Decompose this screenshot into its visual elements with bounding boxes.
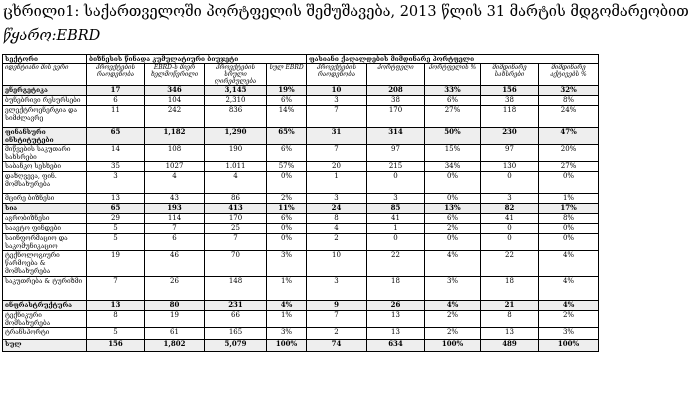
table-cell: 65 (87, 128, 145, 145)
table-cell: 130 (481, 162, 539, 172)
row-label: ტექნიკური მომსახურება (3, 311, 87, 328)
table-cell: 3% (267, 251, 307, 277)
table-cell: 1,182 (145, 128, 205, 145)
table-cell: 13 (367, 328, 425, 340)
table-cell: 230 (481, 128, 539, 145)
table-cell: 7 (307, 106, 367, 128)
table-cell: 3% (539, 328, 599, 340)
row-label: ინფრასტრუქტურა (3, 301, 87, 311)
table-cell: 31 (307, 128, 367, 145)
table-cell: 100% (267, 340, 307, 352)
table-cell: 10 (307, 251, 367, 277)
table-cell: 2,310 (205, 96, 267, 106)
table-cell: 208 (367, 86, 425, 96)
table-cell: 65% (267, 128, 307, 145)
table-row (3, 311, 599, 328)
table-cell: 8 (307, 214, 367, 224)
column-header-row (3, 64, 599, 86)
row-label: აგრობიზნესი (3, 214, 87, 224)
table-cell: 11% (267, 204, 307, 214)
table-cell: 65 (87, 204, 145, 214)
row-label: სია (3, 204, 87, 214)
table-cell: 6% (425, 214, 481, 224)
table-cell: 6% (425, 96, 481, 106)
table-cell: 15% (425, 145, 481, 162)
row-label: სულ (3, 340, 87, 352)
table-cell: 100% (539, 340, 599, 352)
table-cell: 2% (425, 311, 481, 328)
row-label: ტრანსპორტი (3, 328, 87, 340)
table-row (3, 106, 599, 128)
table-cell: 242 (145, 106, 205, 128)
table-body (3, 64, 599, 352)
table-cell: 3% (425, 277, 481, 301)
table-cell: 6 (145, 234, 205, 251)
table-cell: 215 (367, 162, 425, 172)
table-cell: 4% (425, 251, 481, 277)
table-cell: 3 (87, 172, 145, 194)
table-cell: 489 (481, 340, 539, 352)
table-cell: 3 (481, 194, 539, 204)
table-cell: 346 (145, 86, 205, 96)
column-header: პორტფელის % (425, 64, 481, 86)
table-cell: 4% (539, 251, 599, 277)
table-cell: 17 (87, 86, 145, 96)
column-header: პროექტების სრული ღირებულება (205, 64, 267, 86)
table-cell: 4 (205, 172, 267, 194)
table-cell: 46 (145, 251, 205, 277)
table-cell: 47% (539, 128, 599, 145)
column-header: პორტფელი (367, 64, 425, 86)
table-cell: 6 (87, 96, 145, 106)
table-cell: 5 (87, 328, 145, 340)
table-cell: 38 (481, 96, 539, 106)
table-cell: 20 (307, 162, 367, 172)
table-cell: 1,290 (205, 128, 267, 145)
table-cell: 7 (307, 145, 367, 162)
table-cell: 1% (267, 311, 307, 328)
table-cell: 4% (425, 301, 481, 311)
table-cell: 156 (481, 86, 539, 96)
table-cell: 6% (267, 145, 307, 162)
table-cell: 19 (87, 251, 145, 277)
row-label: ფინანსური ინსტიტუტები (3, 128, 87, 145)
table-row (3, 224, 599, 234)
table-cell: 24 (307, 204, 367, 214)
table-cell: 7 (205, 234, 267, 251)
table-cell: 74 (307, 340, 367, 352)
table-cell: 0% (425, 194, 481, 204)
table-cell: 3 (307, 96, 367, 106)
table-cell: 108 (145, 145, 205, 162)
row-label: საკუთრება & ტურიზმი (3, 277, 87, 301)
table-cell: 20% (539, 145, 599, 162)
table-cell: 2% (539, 311, 599, 328)
table-cell: 29 (87, 214, 145, 224)
table-cell: 19 (145, 311, 205, 328)
table-cell: 97 (367, 145, 425, 162)
table-cell: 34% (425, 162, 481, 172)
table-row (3, 301, 599, 311)
table-row (3, 328, 599, 340)
table-cell: 22 (367, 251, 425, 277)
table-cell: 80 (145, 301, 205, 311)
table-cell: 41 (367, 214, 425, 224)
table-row (3, 162, 599, 172)
table-cell: 26 (367, 301, 425, 311)
column-header: სულ EBRD (267, 64, 307, 86)
table-cell: 1027 (145, 162, 205, 172)
table-cell: 2% (425, 224, 481, 234)
table-cell: 170 (367, 106, 425, 128)
table-cell: 21 (481, 301, 539, 311)
table-cell: 413 (205, 204, 267, 214)
table-row (3, 204, 599, 214)
table-cell: 0 (481, 224, 539, 234)
table-cell: 13 (87, 194, 145, 204)
table-cell: 1 (367, 224, 425, 234)
table-cell: 100% (425, 340, 481, 352)
table-cell: 19% (267, 86, 307, 96)
table-cell: 0% (267, 224, 307, 234)
table-cell: 8% (539, 96, 599, 106)
row-label: საინფორმაციო და საკომუნიკაციო (3, 234, 87, 251)
table-cell: 86 (205, 194, 267, 204)
table-cell: 18 (481, 277, 539, 301)
table-cell: 0% (539, 172, 599, 194)
table-cell: 3% (267, 328, 307, 340)
table-cell: 314 (367, 128, 425, 145)
table-cell: 170 (205, 214, 267, 224)
source-note: წყარო:EBRD (3, 28, 101, 44)
table-cell: 35 (87, 162, 145, 172)
group-header-row (3, 55, 599, 64)
column-header: პროექტების რაოდენობა (307, 64, 367, 86)
table-cell: 8 (87, 311, 145, 328)
table-cell: 4 (307, 224, 367, 234)
left-group-header: ბიზნესის წინადა კუმულატიური ბიუჯეტი (87, 55, 307, 64)
table-cell: 4% (539, 301, 599, 311)
table-cell: 634 (367, 340, 425, 352)
table-row (3, 145, 599, 162)
table-cell: 836 (205, 106, 267, 128)
table-row (3, 86, 599, 96)
table-cell: 22 (481, 251, 539, 277)
table-cell: 3,145 (205, 86, 267, 96)
table-cell: 2% (425, 328, 481, 340)
table-cell: 0 (367, 234, 425, 251)
table-cell: 43 (145, 194, 205, 204)
table-cell: 2% (267, 194, 307, 204)
table-cell: 7 (87, 277, 145, 301)
row-label: მიწვების საკუთარი სახსრები (3, 145, 87, 162)
table-row (3, 96, 599, 106)
column-header: EBRD-ს მიერ ხელმოწერილი (145, 64, 205, 86)
table-cell: 13 (481, 328, 539, 340)
table-cell: 50% (425, 128, 481, 145)
table-cell: 118 (481, 106, 539, 128)
table-cell: 11 (87, 106, 145, 128)
table-cell: 14 (87, 145, 145, 162)
table-cell: 25 (205, 224, 267, 234)
table-row (3, 251, 599, 277)
row-label: ბუნებრივი რესურსები (3, 96, 87, 106)
table-cell: 66 (205, 311, 267, 328)
right-group-header: ფასიანი ქაღალდების მიმდინარე პორტფელი (307, 55, 599, 64)
table-cell: 97 (481, 145, 539, 162)
table-row (3, 214, 599, 224)
table-cell: 1 (307, 172, 367, 194)
table-cell: 4 (145, 172, 205, 194)
table-cell: 2 (307, 234, 367, 251)
table-cell: 0 (481, 234, 539, 251)
table-cell: 27% (539, 162, 599, 172)
table-cell: 7 (307, 311, 367, 328)
table-cell: 3 (307, 194, 367, 204)
table-cell: 165 (205, 328, 267, 340)
table-cell: 193 (145, 204, 205, 214)
table-cell: 13% (425, 204, 481, 214)
table-cell: 7 (145, 224, 205, 234)
table-cell: 4% (267, 301, 307, 311)
column-header: პროექტების რაოდენობა (87, 64, 145, 86)
table-cell: 32% (539, 86, 599, 96)
table-cell: 70 (205, 251, 267, 277)
row-label: საბანკო სესხები (3, 162, 87, 172)
table-cell: 1% (539, 194, 599, 204)
column-header: მიმდინარე სახსრები (481, 64, 539, 86)
table-cell: 18 (367, 277, 425, 301)
table-cell: 231 (205, 301, 267, 311)
table-cell: 8 (481, 311, 539, 328)
table-cell: 104 (145, 96, 205, 106)
table-cell: 61 (145, 328, 205, 340)
table-cell: 0% (267, 172, 307, 194)
table-cell: 24% (539, 106, 599, 128)
table-cell: 0% (539, 224, 599, 234)
table-row (3, 194, 599, 204)
row-label: საავტო ფინდები (3, 224, 87, 234)
table-cell: 190 (205, 145, 267, 162)
table-cell: 3 (307, 277, 367, 301)
table-caption: ცხრილი1: საქართველოში პორტფელის შემუშავება, 2013 წლის 31 მარტის მდგომარეობით (3, 4, 689, 20)
table-cell: 1% (267, 277, 307, 301)
table-row (3, 277, 599, 301)
table-cell: 0 (367, 172, 425, 194)
table-cell: 114 (145, 214, 205, 224)
table-cell: 6% (267, 214, 307, 224)
table-cell: 1,802 (145, 340, 205, 352)
table-cell: 0% (539, 234, 599, 251)
table-cell: 26 (145, 277, 205, 301)
table-cell: 0 (481, 172, 539, 194)
table-cell: 6% (267, 96, 307, 106)
row-label: ენერგეტიკა (3, 86, 87, 96)
row-label: ელექტროენერგია და სიმძლავრე (3, 106, 87, 128)
table-row (3, 172, 599, 194)
table-cell: 13 (87, 301, 145, 311)
table-cell: 2 (307, 328, 367, 340)
table-cell: 33% (425, 86, 481, 96)
table-cell: 3 (367, 194, 425, 204)
table-row (3, 234, 599, 251)
table-cell: 57% (267, 162, 307, 172)
table-cell: 85 (367, 204, 425, 214)
column-header: მიმდინარე აქტივებს % (539, 64, 599, 86)
table-row (3, 128, 599, 145)
table-cell: 5,079 (205, 340, 267, 352)
table-cell: 0% (425, 234, 481, 251)
row-label: ტექნოლოგიური წარმოება & მომსახურება (3, 251, 87, 277)
table-cell: 27% (425, 106, 481, 128)
table-cell: 41 (481, 214, 539, 224)
table-row (3, 340, 599, 352)
table-cell: 8% (539, 214, 599, 224)
table-cell: 4% (539, 277, 599, 301)
sector-header: სექტორი (3, 55, 87, 64)
row-label: მცირე ბიზნესი (3, 194, 87, 204)
table-cell: 148 (205, 277, 267, 301)
table-cell: 9 (307, 301, 367, 311)
table-cell: 0% (267, 234, 307, 251)
table-cell: 5 (87, 224, 145, 234)
portfolio-table (2, 54, 599, 352)
table-cell: 5 (87, 234, 145, 251)
table-cell: 82 (481, 204, 539, 214)
table-cell: 14% (267, 106, 307, 128)
table-cell: 17% (539, 204, 599, 214)
table-cell: 1.011 (205, 162, 267, 172)
column-header: იდენტიანი მის ვერი (3, 64, 87, 86)
table-cell: 10 (307, 86, 367, 96)
table-cell: 156 (87, 340, 145, 352)
row-label: დაზღვევა, ფინ. მომსახურება (3, 172, 87, 194)
table-cell: 0% (425, 172, 481, 194)
table-cell: 13 (367, 311, 425, 328)
table-cell: 38 (367, 96, 425, 106)
